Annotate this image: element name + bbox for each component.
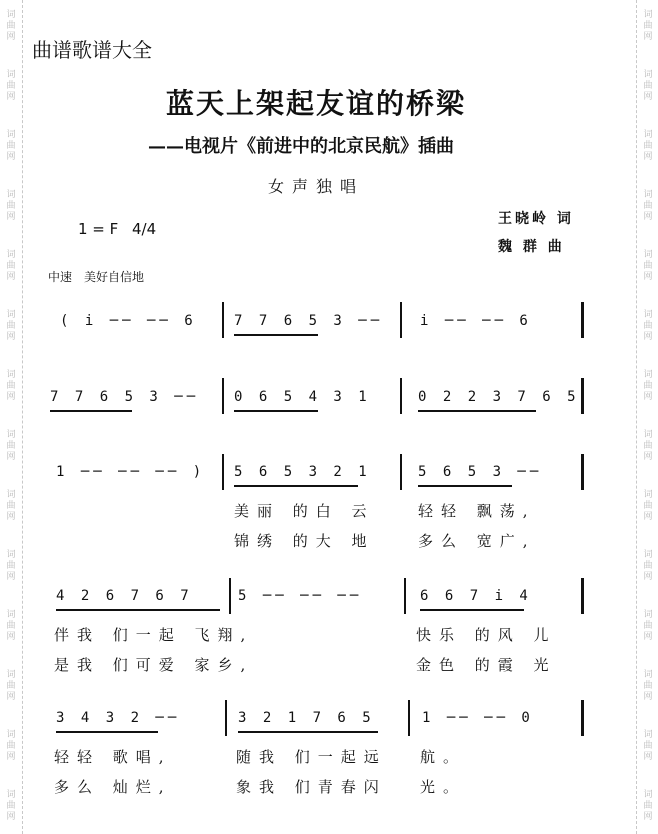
- beam-underline: [56, 609, 220, 611]
- measure-5-1: 3 4 3 2 ──: [56, 710, 181, 726]
- watermark-text: 词曲网: [6, 610, 16, 642]
- beam-underline: [238, 731, 378, 733]
- lyric-verse-1: 伴我 们一起 飞翔,: [54, 626, 254, 644]
- watermark-text: 词曲网: [643, 370, 653, 402]
- song-subtitle: ——电视片《前进中的北京民航》插曲: [148, 136, 454, 157]
- time-signature: 4/4: [132, 220, 157, 238]
- lyric-verse-1: 快乐 的风 儿: [416, 626, 557, 644]
- watermark-text: 词曲网: [643, 70, 653, 102]
- watermark-text: 词曲网: [6, 10, 16, 42]
- barline: [225, 700, 227, 736]
- lyric-verse-2: 金色 的霞 光: [416, 656, 557, 674]
- watermark-text: 词曲网: [6, 70, 16, 102]
- beam-underline: [234, 485, 358, 487]
- watermark-text: 词曲网: [6, 370, 16, 402]
- beam-underline: [234, 410, 318, 412]
- barline: [400, 302, 402, 338]
- measure-3-3: 5 6 5 3 ──: [418, 464, 543, 480]
- barline: [408, 700, 410, 736]
- watermark-text: 词曲网: [643, 670, 653, 702]
- measure-1-2: 7 7 6 5 3 ──: [234, 313, 384, 329]
- watermark-text: 词曲网: [643, 550, 653, 582]
- watermark-text: 词曲网: [6, 310, 16, 342]
- watermark-text: 词曲网: [643, 130, 653, 162]
- key-signature: 1 = F: [78, 220, 119, 238]
- lyric-verse-1: 轻轻 歌唱,: [54, 748, 172, 766]
- watermark-text: 词曲网: [6, 670, 16, 702]
- watermark-text: 词曲网: [6, 250, 16, 282]
- beam-underline: [234, 334, 318, 336]
- lyric-verse-1: 轻轻 飘荡,: [418, 502, 536, 520]
- measure-3-1: 1 ── ── ── ): [56, 464, 206, 480]
- barline: [400, 454, 402, 490]
- beam-underline: [420, 609, 524, 611]
- measure-2-2: 0 6 5 4 3 1: [234, 389, 371, 405]
- measure-2-3: 0 2 2 3 7 6 5: [418, 389, 580, 405]
- lyric-verse-2: 象我 们青春闪: [236, 778, 387, 796]
- measure-1-1: ( i ── ── 6: [60, 313, 197, 329]
- watermark-text: 词曲网: [6, 790, 16, 822]
- beam-underline: [418, 485, 512, 487]
- barline: [222, 378, 224, 414]
- barline: [404, 578, 406, 614]
- watermark-text: 词曲网: [643, 790, 653, 822]
- song-title: 蓝天上架起友谊的桥梁: [166, 87, 467, 120]
- barline: [222, 302, 224, 338]
- lyric-verse-2: 多么 灿烂,: [54, 778, 172, 796]
- measure-4-2: 5 ── ── ──: [238, 588, 363, 604]
- lyric-verse-1: 美丽 的白 云: [234, 502, 375, 520]
- lyric-verse-2: 锦绣 的大 地: [234, 532, 375, 550]
- watermark-text: 词曲网: [6, 430, 16, 462]
- watermark-text: 词曲网: [643, 10, 653, 42]
- barline: [581, 454, 584, 490]
- watermark-text: 词曲网: [6, 130, 16, 162]
- watermark-text: 词曲网: [643, 430, 653, 462]
- barline: [222, 454, 224, 490]
- barline: [581, 302, 584, 338]
- watermark-text: 词曲网: [643, 310, 653, 342]
- watermark-text: 词曲网: [643, 730, 653, 762]
- lyric-verse-1: 航。: [420, 748, 467, 766]
- barline: [581, 578, 584, 614]
- measure-4-1: 4 2 6 7 6 7: [56, 588, 193, 604]
- measure-5-3: 1 ── ── 0: [422, 710, 534, 726]
- measure-1-3: i ── ── 6: [420, 313, 532, 329]
- barline: [229, 578, 231, 614]
- right-margin-line: [636, 0, 637, 834]
- voice-type: 女声独唱: [268, 177, 365, 196]
- left-margin-line: [22, 0, 23, 834]
- watermark-text: 词曲网: [6, 490, 16, 522]
- measure-3-2: 5 6 5 3 2 1: [234, 464, 371, 480]
- tempo-marking: 中速 美好自信地: [48, 270, 145, 284]
- beam-underline: [50, 410, 132, 412]
- watermark-text: 词曲网: [643, 490, 653, 522]
- lyric-verse-1: 随我 们一起远: [236, 748, 387, 766]
- measure-4-3: 6 6 7 i 4: [420, 588, 532, 604]
- watermark-text: 词曲网: [643, 610, 653, 642]
- watermark-text: 词曲网: [6, 550, 16, 582]
- watermark-text: 词曲网: [643, 190, 653, 222]
- barline: [581, 700, 584, 736]
- beam-underline: [418, 410, 536, 412]
- barline: [581, 378, 584, 414]
- lyricist-credit: 王晓岭 词: [498, 211, 574, 227]
- lyric-verse-2: 多么 宽广,: [418, 532, 536, 550]
- watermark-text: 词曲网: [6, 730, 16, 762]
- lyric-verse-2: 光。: [420, 778, 467, 796]
- lyric-verse-2: 是我 们可爱 家乡,: [54, 656, 254, 674]
- watermark-text: 词曲网: [643, 250, 653, 282]
- composer-credit: 魏 群 曲: [498, 239, 565, 255]
- site-name: 曲谱歌谱大全: [32, 38, 152, 62]
- barline: [400, 378, 402, 414]
- watermark-text: 词曲网: [6, 190, 16, 222]
- beam-underline: [56, 731, 158, 733]
- measure-5-2: 3 2 1 7 6 5: [238, 710, 375, 726]
- measure-2-1: 7 7 6 5 3 ──: [50, 389, 200, 405]
